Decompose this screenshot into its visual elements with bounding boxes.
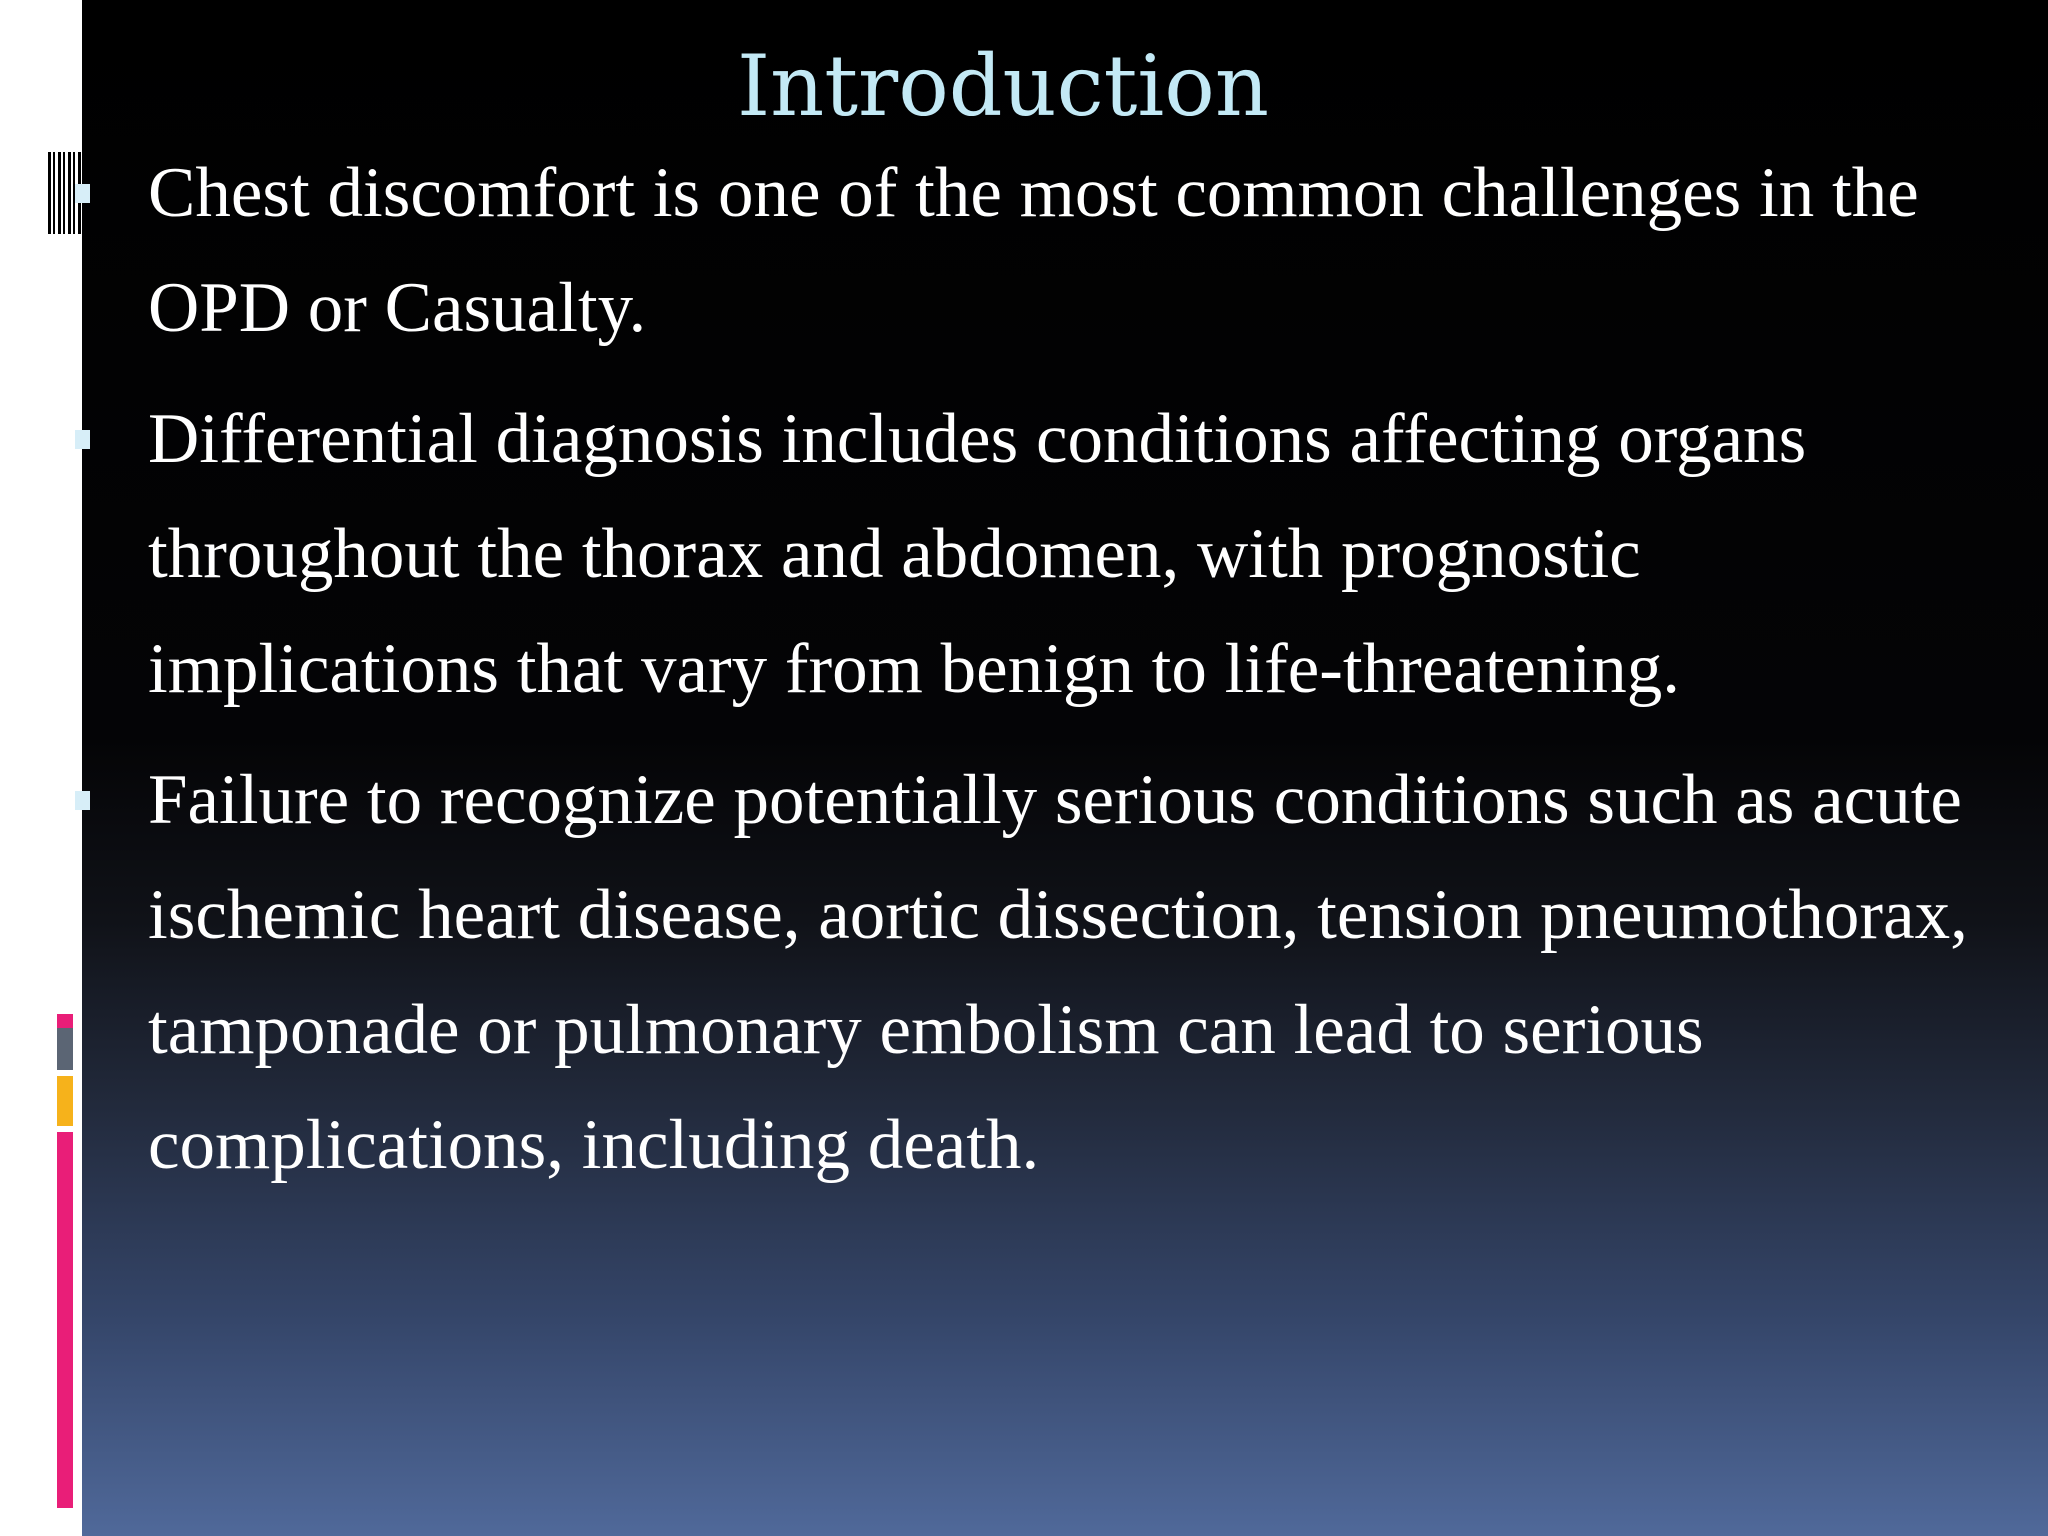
accent-bar-gold [57,1076,73,1126]
bullet-text: Failure to recognize potentially serious conditions such as acute ischemic heart disease, aortic dissection, tension pneumothorax, tamponade or pulmonary embolism can lead to serious complications, including death. [148,761,1968,1184]
bullet-text: Differential diagnosis includes conditions affecting organs throughout the thorax and abdomen, with prognostic implications that vary from benign to life-threatening. [148,400,1807,708]
square-bullet-icon [75,430,90,449]
square-bullet-icon [75,184,90,203]
bullet-item [148,136,2008,366]
bullet-list [148,136,2008,1219]
accent-bar-pink [57,1132,73,1508]
slide-title: Introduction [737,37,1269,135]
square-bullet-icon [75,791,90,810]
bullet-item [148,743,2008,1203]
bullet-item [148,382,2008,727]
bullet-text: Chest discomfort is one of the most common challenges in the OPD or Casualty. [148,154,1919,347]
accent-bar-pink-small [57,1014,73,1028]
